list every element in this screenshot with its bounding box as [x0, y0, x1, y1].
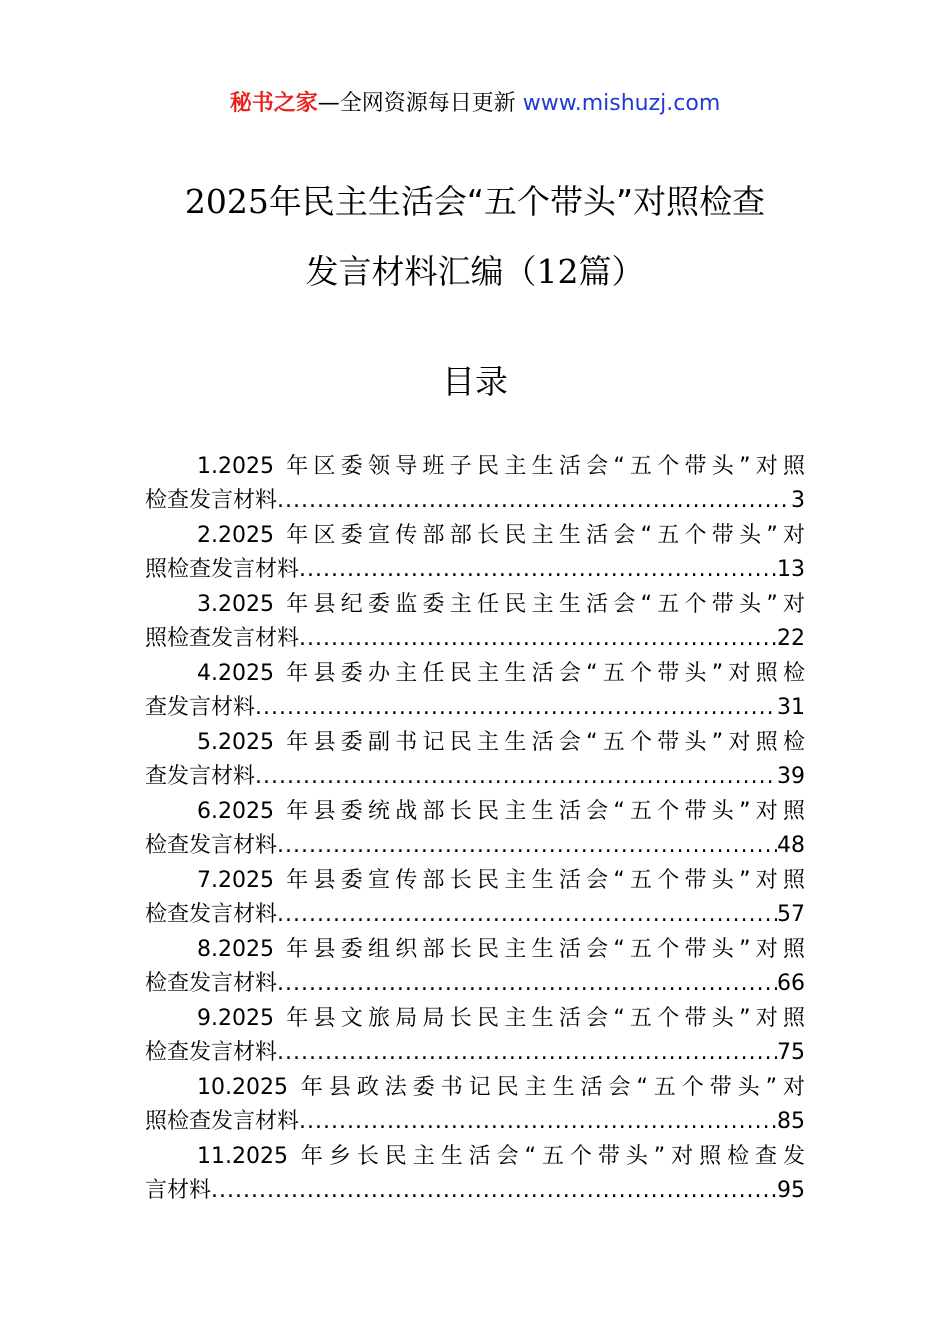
toc-page-number: 22 [777, 626, 805, 651]
toc-entry-title: 5.2025 年县委副书记民主生活会“五个带头”对照检 [197, 730, 805, 755]
title-year: 2025 [184, 182, 269, 221]
toc-entry-8[interactable] [145, 932, 805, 1001]
toc-entry-4[interactable] [145, 656, 805, 725]
toc-entry-title: 1.2025 年区委领导班子民主生活会“五个带头”对照 [197, 454, 805, 479]
toc-dot-leader [277, 1035, 777, 1071]
title-line-1 [0, 182, 950, 222]
toc-entry-title-continued: 检查发言材料 [145, 971, 278, 996]
toc-entry-3[interactable] [145, 587, 805, 656]
toc-entry-title-continued: 检查发言材料 [145, 488, 278, 513]
title-line-1-text: 年民主生活会“五个带头”对照检查 [268, 182, 766, 221]
toc-entry-2[interactable] [145, 518, 805, 587]
toc-dot-leader [277, 828, 777, 864]
toc-entry-title: 10.2025 年县政法委书记民主生活会“五个带头”对 [197, 1075, 805, 1100]
title-count: 12 [536, 252, 579, 291]
toc-entry-title-continued: 言材料 [145, 1178, 212, 1203]
toc-page-number: 3 [791, 488, 805, 513]
toc-page-number: 48 [777, 833, 805, 858]
toc-dot-leader [255, 690, 777, 726]
table-of-contents [145, 449, 805, 1208]
toc-page-number: 95 [777, 1178, 805, 1203]
toc-entry-title: 4.2025 年县委办主任民主生活会“五个带头”对照检 [197, 661, 805, 686]
toc-dot-leader [299, 552, 777, 588]
toc-entry-title-continued: 照检查发言材料 [145, 1109, 300, 1134]
toc-page-number: 31 [777, 695, 805, 720]
toc-page-number: 75 [777, 1040, 805, 1065]
toc-page-number: 85 [777, 1109, 805, 1134]
toc-entry-title: 6.2025 年县委统战部长民主生活会“五个带头”对照 [197, 799, 805, 824]
site-brand: 秘书之家 [229, 91, 318, 116]
toc-entry-6[interactable] [145, 794, 805, 863]
toc-entry-title: 9.2025 年县文旅局局长民主生活会“五个带头”对照 [197, 1006, 805, 1031]
toc-page-number: 13 [777, 557, 805, 582]
toc-dot-leader [277, 897, 777, 933]
title-line-2-suffix: 篇） [578, 252, 645, 291]
toc-entry-5[interactable] [145, 725, 805, 794]
toc-entry-11[interactable] [145, 1139, 805, 1208]
toc-heading: 目录 [442, 362, 508, 401]
toc-entry-title-continued: 查发言材料 [145, 695, 256, 720]
toc-dot-leader [299, 621, 777, 657]
title-line-2 [0, 252, 950, 292]
toc-entry-title-continued: 检查发言材料 [145, 833, 278, 858]
toc-entry-title: 7.2025 年县委宣传部长民主生活会“五个带头”对照 [197, 868, 805, 893]
toc-page-number: 57 [777, 902, 805, 927]
toc-entry-1[interactable] [145, 449, 805, 518]
toc-entry-9[interactable] [145, 1001, 805, 1070]
toc-page-number: 66 [777, 971, 805, 996]
document-title [0, 182, 950, 292]
toc-entry-title: 8.2025 年县委组织部长民主生活会“五个带头”对照 [197, 937, 805, 962]
site-header [0, 88, 950, 120]
toc-entry-title: 2.2025 年区委宣传部部长民主生活会“五个带头”对 [197, 523, 805, 548]
toc-entry-title-continued: 照检查发言材料 [145, 626, 300, 651]
toc-dot-leader [277, 966, 777, 1002]
toc-entry-title: 11.2025 年乡长民主生活会“五个带头”对照检查发 [197, 1144, 805, 1169]
toc-entry-title-continued: 检查发言材料 [145, 1040, 278, 1065]
title-line-2-prefix: 发言材料汇编（ [305, 252, 537, 291]
toc-dot-leader [299, 1104, 777, 1140]
site-tagline: —全网资源每日更新 [317, 91, 516, 116]
toc-entry-7[interactable] [145, 863, 805, 932]
toc-entry-title-continued: 检查发言材料 [145, 902, 278, 927]
toc-dot-leader [211, 1173, 777, 1209]
toc-dot-leader [277, 483, 791, 519]
toc-page-number: 39 [777, 764, 805, 789]
toc-entry-title: 3.2025 年县纪委监委主任民主生活会“五个带头”对 [197, 592, 805, 617]
site-url-link[interactable]: www.mishuzj.com [522, 91, 721, 116]
toc-dot-leader [255, 759, 777, 795]
toc-entry-10[interactable] [145, 1070, 805, 1139]
toc-entry-title-continued: 查发言材料 [145, 764, 256, 789]
toc-entry-title-continued: 照检查发言材料 [145, 557, 300, 582]
